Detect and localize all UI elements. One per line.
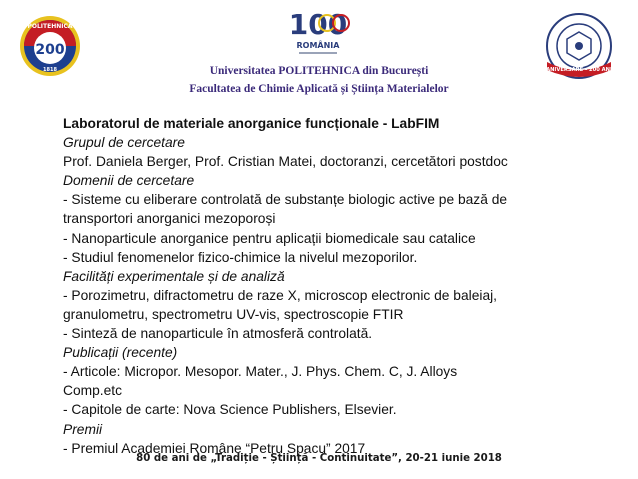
research-group-line: Prof. Daniela Berger, Prof. Cristian Matei, doctoranzi, cercetători postdoc	[63, 154, 508, 170]
section-heading-publications: Publicații (recente)	[63, 345, 178, 361]
section-heading-research-domains: Domenii de cercetare	[63, 173, 195, 189]
facility-line: - Sinteză de nanoparticule în atmosferă controlată.	[63, 326, 373, 342]
award-line: - Premiul Academiei Române “Petru Spacu” 2017	[63, 440, 366, 456]
lab-description	[63, 114, 623, 458]
logo-center-text: ROMÂNIA	[296, 41, 340, 50]
section-heading-awards: Premii	[63, 421, 103, 437]
research-domain-line: transportori anorganici mezoporoși	[63, 211, 276, 227]
section-heading-research-group: Grupul de cercetare	[63, 135, 185, 151]
research-domain-line: - Sisteme cu eliberare controlată de substanțe biologic active pe bază de	[63, 192, 508, 208]
facility-line: granulometru, spectrometru UV-vis, spectroscopie FTIR	[63, 306, 404, 322]
lab-title: Laboratorul de materiale anorganice funcționale - LabFIM	[63, 116, 440, 131]
university-name: Universitatea POLITEHNICA din București	[209, 65, 429, 77]
facility-line: - Porozimetru, difractometru de raze X, microscop electronic de baleiaj,	[63, 287, 498, 303]
section-heading-facilities: Facilități experimentale și de analiză	[63, 268, 285, 284]
logo-center-number: 100	[288, 8, 348, 41]
logo-left-top-text: POLITEHNICA	[27, 23, 73, 30]
research-domain-line: - Studiul fenomenelor fizico-chimice la nivelul mezoporilor.	[63, 249, 418, 265]
publication-line: - Capitole de carte: Nova Science Publishers, Elsevier.	[63, 402, 397, 418]
event-footer: 80 de ani de „Tradiție - Știință - Continuitate”, 20-21 iunie 2018	[136, 453, 502, 464]
faculty-name: Facultatea de Chimie Aplicată și Știința Materialelor	[189, 83, 449, 95]
publication-line: Comp.etc	[63, 383, 123, 399]
logo-left-year: 1818	[43, 67, 57, 73]
research-domain-line: - Nanoparticule anorganice pentru aplicații biomedicale sau catalice	[63, 230, 476, 246]
romania-100-logo	[281, 4, 355, 58]
logo-left-number: 200	[35, 42, 65, 58]
logo-right-text: ANIVERSARE - 200 ANI	[546, 67, 612, 73]
publication-line: - Articole: Micropor. Mesopor. Mater., J. Phys. Chem. C, J. Alloys	[63, 364, 458, 380]
